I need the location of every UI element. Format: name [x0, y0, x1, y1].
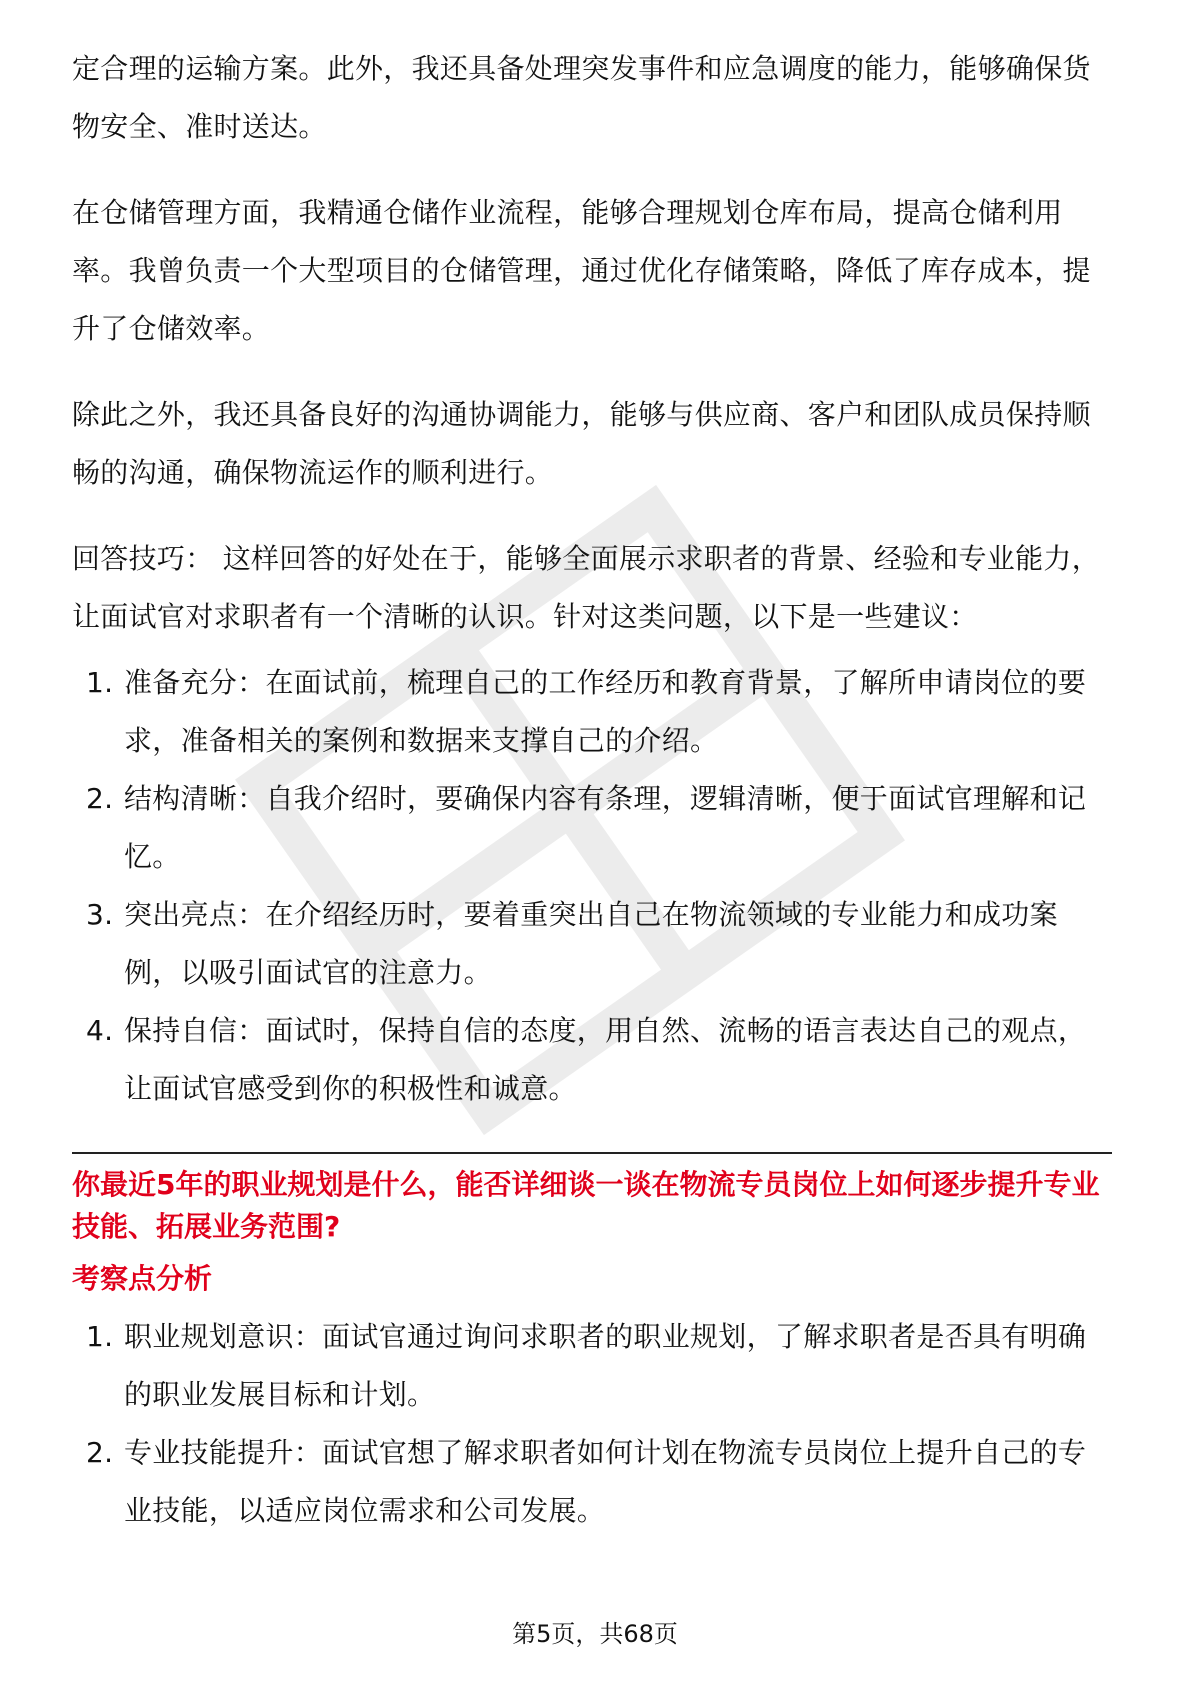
- tips-list: [72, 654, 1112, 1118]
- paragraph-transport: 定合理的运输方案。此外，我还具备处理突发事件和应急调度的能力，能够确保货物安全、准时送达。: [72, 52, 1091, 143]
- paragraph-warehouse: 在仓储管理方面，我精通仓储作业流程，能够合理规划仓库布局，提高仓储利用率。我曾负责一个大型项目的仓储管理，通过优化存储策略，降低了库存成本，提升了仓储效率。: [72, 196, 1091, 345]
- list-item: 4. 保持自信：面试时，保持自信的态度，用自然、流畅的语言表达自己的观点，让面试官感受到你的积极性和诚意。: [86, 1014, 1087, 1105]
- list-item: 2. 专业技能提升：面试官想了解求职者如何计划在物流专员岗位上提升自己的专业技能，以适应岗位需求和公司发展。: [86, 1436, 1087, 1527]
- list-item: 1. 准备充分：在面试前，梳理自己的工作经历和教育背景，了解所申请岗位的要求，准备相关的案例和数据来支撑自己的介绍。: [86, 666, 1087, 757]
- list-item: 2. 结构清晰：自我介绍时，要确保内容有条理，逻辑清晰，便于面试官理解和记忆。: [86, 782, 1087, 873]
- list-item: 1. 职业规划意识：面试官通过询问求职者的职业规划，了解求职者是否具有明确的职业发展目标和计划。: [86, 1320, 1087, 1411]
- paragraph-communication: 除此之外，我还具备良好的沟通协调能力，能够与供应商、客户和团队成员保持顺畅的沟通，确保物流运作的顺利进行。: [72, 398, 1091, 489]
- interview-question: 你最近5年的职业规划是什么，能否详细谈一谈在物流专员岗位上如何逐步提升专业技能、拓展业务范围?: [72, 1168, 1100, 1243]
- analysis-heading: 考察点分析: [72, 1262, 213, 1295]
- paragraph-answer-tips: 回答技巧： 这样回答的好处在于，能够全面展示求职者的背景、经验和专业能力，让面试官对求职者有一个清晰的认识。针对这类问题，以下是一些建议：: [72, 542, 1101, 633]
- analysis-list: [72, 1308, 1112, 1540]
- page-footer: 第5页，共68页: [512, 1620, 678, 1648]
- main-content: [72, 40, 1112, 1540]
- list-item: 3. 突出亮点：在介绍经历时，要着重突出自己在物流领域的专业能力和成功案例，以吸引面试官的注意力。: [86, 898, 1058, 989]
- section-divider: [72, 1152, 1112, 1154]
